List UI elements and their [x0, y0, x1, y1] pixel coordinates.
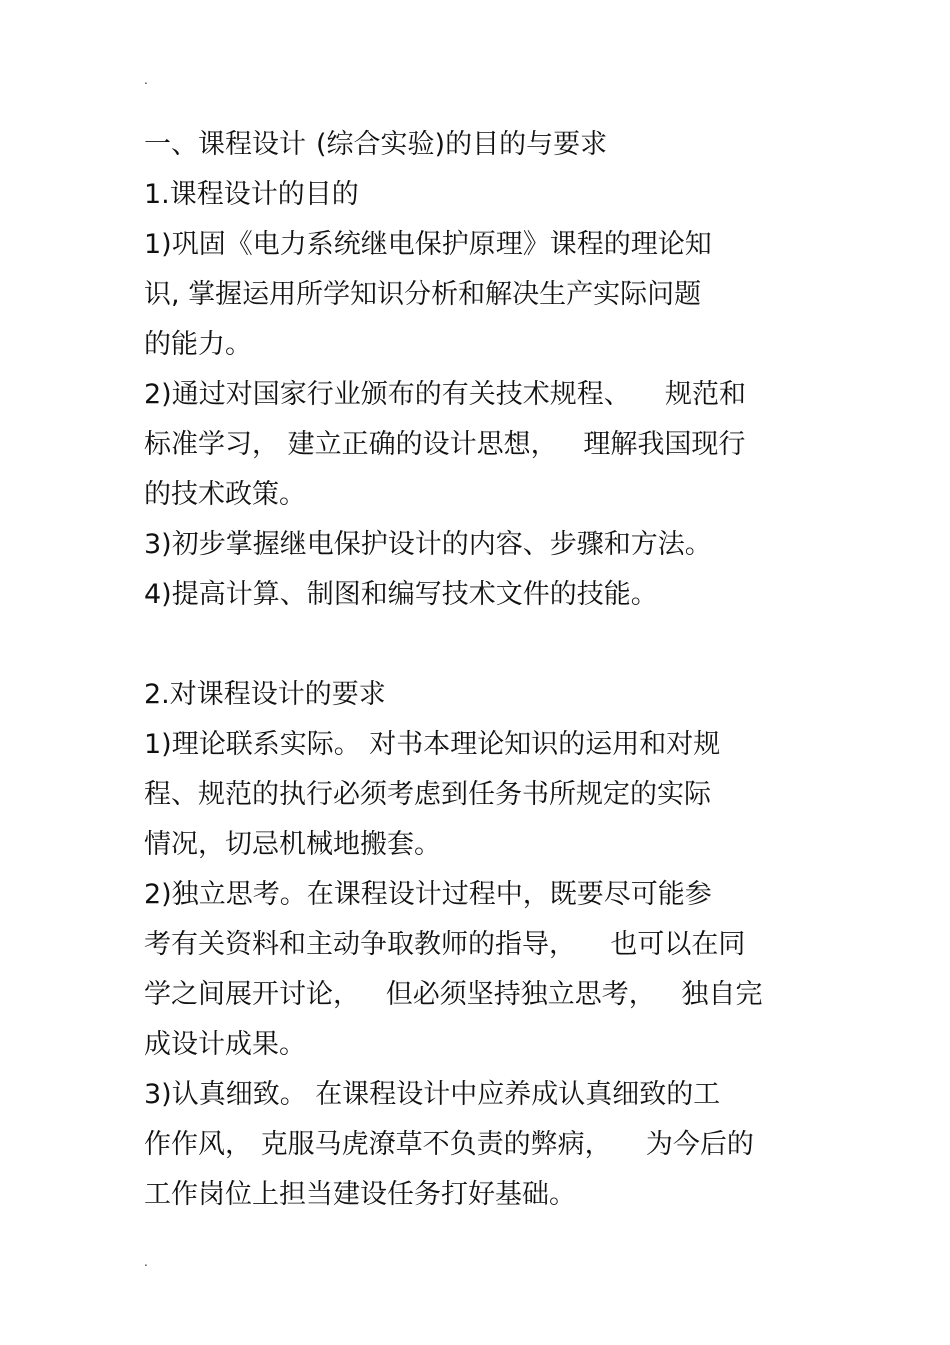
text-line: 标准学习， 建立正确的设计思想， 理解我国现行: [144, 429, 746, 460]
text-line: 情况，切忌机械地搬套。: [144, 829, 441, 860]
text-line: 识, 掌握运用所学知识分析和解决生产实际问题: [144, 279, 702, 310]
section2-item: [144, 720, 814, 870]
text-line: 考有关资料和主动争取教师的指导， 也可以在同: [144, 929, 746, 960]
section2-item: [144, 870, 814, 1070]
section1-item: [144, 220, 814, 370]
text-line: 成设计成果。: [144, 1029, 306, 1060]
text-line: 3)认真细致。 在课程设计中应养成认真细致的工: [144, 1079, 721, 1110]
section2-title: 2.对课程设计的要求: [144, 679, 386, 710]
section1-item: [144, 370, 814, 520]
footer-dot: .: [144, 1255, 148, 1269]
text-line: 1)巩固《电力系统继电保护原理》课程的理论知: [144, 229, 712, 260]
text-line: 工作岗位上担当建设任务打好基础。: [144, 1179, 576, 1210]
text-line: 3)初步掌握继电保护设计的内容、步骤和方法。: [144, 529, 712, 560]
document-body: [144, 120, 814, 1220]
text-line: 1)理论联系实际。 对书本理论知识的运用和对规: [144, 729, 721, 760]
section2-list: [144, 720, 814, 1220]
title-part-a: 一、课程设计: [144, 129, 306, 160]
section1-item: [144, 570, 814, 620]
text-line: 的能力。: [144, 329, 252, 360]
text-line: 程、规范的执行必须考虑到任务书所规定的实际: [144, 779, 711, 810]
header-dot: .: [144, 73, 148, 87]
section1-title: 1.课程设计的目的: [144, 179, 359, 210]
text-line: 作作风， 克服马虎潦草不负责的弊病， 为今后的: [144, 1129, 754, 1160]
text-line: 4)提高计算、制图和编写技术文件的技能。: [144, 579, 658, 610]
text-line: 的技术政策。: [144, 479, 306, 510]
section1-item: [144, 520, 814, 570]
text-line: 学之间展开讨论， 但必须坚持独立思考， 独自完: [144, 979, 763, 1010]
document-title: [144, 120, 814, 170]
section2-item: [144, 1070, 814, 1220]
text-line: 2)通过对国家行业颁布的有关技术规程、 规范和: [144, 379, 747, 410]
blank-line: [144, 620, 814, 670]
title-part-b: (综合实验)的目的与要求: [316, 129, 608, 160]
section1-list: [144, 220, 814, 620]
text-line: 2)独立思考。在课程设计过程中，既要尽可能参: [144, 879, 712, 910]
